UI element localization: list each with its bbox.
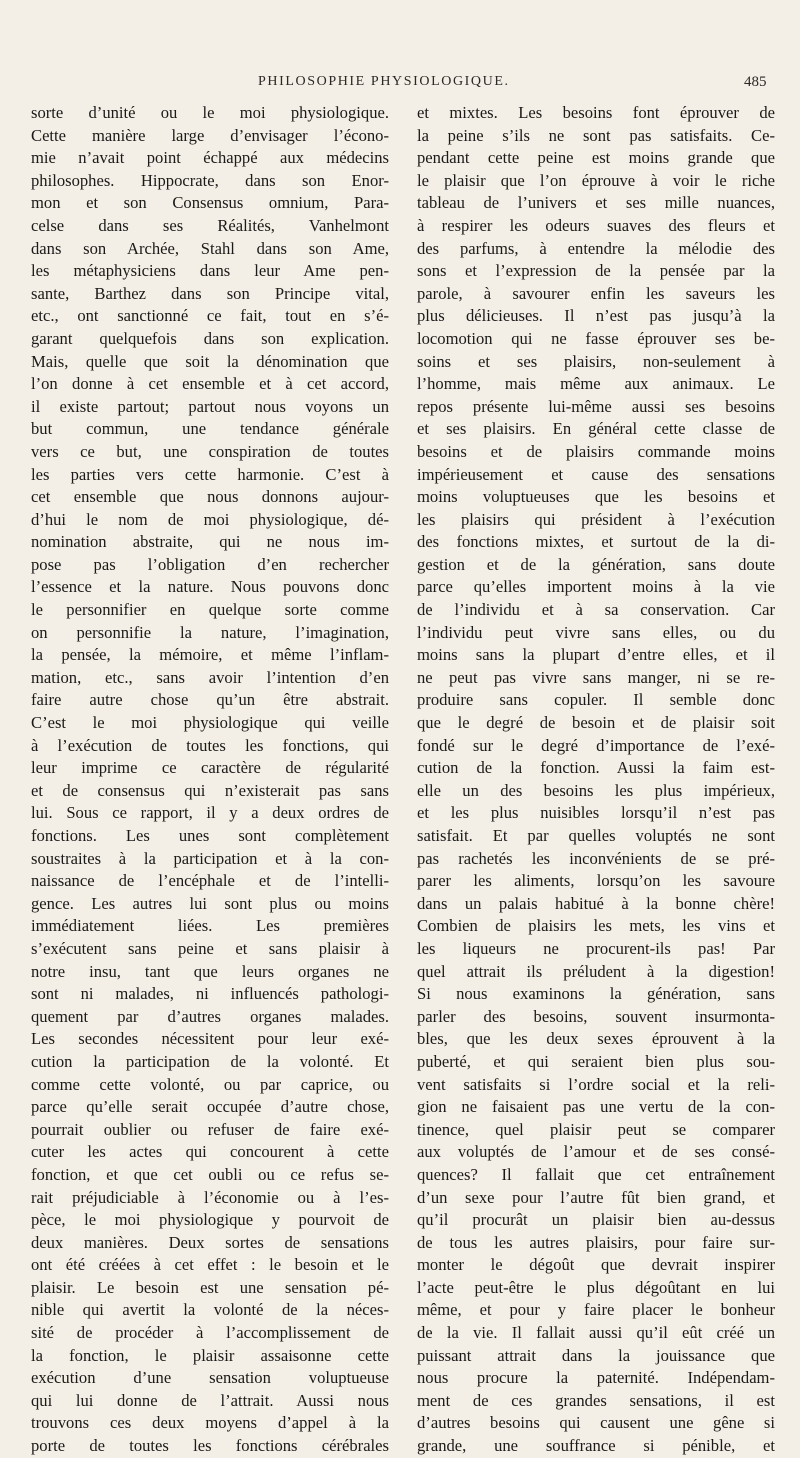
text-line: soins et ses plaisirs, non-seulement à xyxy=(417,351,775,371)
text-line: but commun, une tendance générale xyxy=(31,419,389,439)
text-line: parce qu’elles importent moins à la vie xyxy=(417,577,775,597)
text-line: parce qu’elle serait occupée d’autre chose, xyxy=(31,1097,389,1117)
text-line: et ses plaisirs. En général cette classe de xyxy=(417,419,775,439)
text-line: quences? Il fallait que cet entraînement xyxy=(417,1164,775,1184)
text-line: mie n’avait point échappé aux médecins xyxy=(31,148,389,168)
text-line: moins sans la plupart d’entre elles, et il xyxy=(417,645,775,665)
text-line: plus délicieuses. Il n’est pas jusqu’à la xyxy=(417,306,775,326)
text-line: Mais, quelle que soit la dénomination que xyxy=(31,351,389,371)
text-line: comme cette volonté, ou par caprice, ou xyxy=(31,1074,389,1094)
text-line: des fonctions mixtes, et surtout de la di- xyxy=(417,532,775,552)
text-line: gence. Les autres lui sont plus ou moins xyxy=(31,893,389,913)
text-line: notre insu, tant que leurs organes ne xyxy=(31,961,389,981)
text-line: vent satisfaits si l’ordre social et la reli- xyxy=(417,1074,775,1094)
text-line: celse dans ses Réalités, Vanhelmont xyxy=(31,215,389,235)
text-line: de l’individu et à sa conservation. Car xyxy=(417,600,775,620)
text-line: et de consensus qui n’existerait pas sans xyxy=(31,780,389,800)
text-line: sante, Barthez dans son Principe vital, xyxy=(31,283,389,303)
text-line: pèce, le moi physiologique y pourvoit de xyxy=(31,1210,389,1230)
text-line: exécution d’une sensation voluptueuse xyxy=(31,1368,389,1388)
text-line: produire sans copuler. Il semble donc xyxy=(417,690,775,710)
text-line: parler des besoins, souvent insurmonta- xyxy=(417,1006,775,1026)
text-line: Combien de plaisirs les mets, les vins et xyxy=(417,916,775,936)
text-line: la peine s’ils ne sont pas satisfaits. Ce- xyxy=(417,125,775,145)
text-line: sons et l’expression de la pensée par la xyxy=(417,261,775,281)
text-line: philosophes. Hippocrate, dans son Enor- xyxy=(31,170,389,190)
text-line: de tous les autres plaisirs, pour faire sur- xyxy=(417,1232,775,1252)
text-line: le plaisir que l’on éprouve à voir le riche xyxy=(417,170,775,190)
text-line: satisfait. Et par quelles voluptés ne sont xyxy=(417,826,775,845)
text-line: porte de toutes les fonctions cérébrales xyxy=(31,1436,389,1456)
text-line: on personnifie la nature, l’imagination, xyxy=(31,622,389,642)
text-line: dans un palais habitué à la bonne chère! xyxy=(417,893,775,913)
text-line: d’hui le nom de moi physiologique, dé- xyxy=(31,509,389,529)
text-line: faire autre chose qu’un être abstrait. xyxy=(31,690,389,710)
text-line: leur imprime ce caractère de régularité xyxy=(31,758,389,778)
text-line: etc., ont sanctionné ce fait, tout en s’é- xyxy=(31,306,389,326)
text-line: garant quelquefois dans son explication. xyxy=(31,328,389,348)
text-line: bles, que les deux sexes éprouvent à la xyxy=(417,1029,775,1049)
text-line: tinence, quel plaisir peut se comparer xyxy=(417,1119,775,1139)
text-line: Cette manière large d’envisager l’écono- xyxy=(31,125,389,145)
text-line: dans son Archée, Stahl dans son Ame, xyxy=(31,238,389,258)
text-line: Les secondes nécessitent pour leur exé- xyxy=(31,1029,389,1049)
text-line: ne peut pas vivre sans manger, ni se re- xyxy=(417,667,775,687)
text-line: pose pas l’obligation d’en rechercher xyxy=(31,554,389,574)
text-line: cution la participation de la volonté. Et xyxy=(31,1051,389,1071)
text-line: Si nous examinons la génération, sans xyxy=(417,984,775,1004)
text-line: pendant cette peine est moins grande que xyxy=(417,148,775,168)
text-line: l’essence et la nature. Nous pouvons donc xyxy=(31,577,389,597)
text-line: pas rachetés les inconvénients de se pré- xyxy=(417,848,775,868)
text-line: grande, une souffrance si pénible, et xyxy=(417,1436,775,1456)
text-line: sont ni malades, ni influencés pathologi- xyxy=(31,984,389,1004)
text-line: à respirer les odeurs suaves des fleurs et xyxy=(417,215,775,235)
text-line: les liqueurs ne procurent-ils pas! Par xyxy=(417,938,775,958)
text-line: nible qui avertit la volonté de la néces- xyxy=(31,1300,389,1320)
text-line: l’acte peut-être le plus dégoûtant en lui xyxy=(417,1277,775,1297)
page-number: 485 xyxy=(744,74,767,90)
text-line: ont été créées à cet effet : le besoin et le xyxy=(31,1255,389,1275)
text-line: nomination abstraite, qui ne nous im- xyxy=(31,532,389,552)
text-line: et mixtes. Les besoins font éprouver de xyxy=(417,103,775,122)
text-line: les plaisirs qui président à l’exécution xyxy=(417,509,775,529)
text-line: cet ensemble que nous donnons aujour- xyxy=(31,487,389,507)
text-line: les parties vers cette harmonie. C’est à xyxy=(31,464,389,484)
text-line: C’est le moi physiologique qui veille xyxy=(31,713,389,733)
text-line: elle un des besoins les plus impérieux, xyxy=(417,780,775,800)
text-line: monter le dégoût que devrait inspirer xyxy=(417,1255,775,1275)
text-line: lui. Sous ce rapport, il y a deux ordres de xyxy=(31,803,389,823)
text-line: l’homme, mais même aux animaux. Le xyxy=(417,374,775,394)
text-line: puissant attrait dans la jouissance que xyxy=(417,1345,775,1365)
page-header xyxy=(0,74,800,98)
text-line: rait préjudiciable à l’économie ou à l’es- xyxy=(31,1187,389,1207)
text-line: mation, etc., sans avoir l’intention d’en xyxy=(31,667,389,687)
text-column-left xyxy=(31,102,389,1458)
running-title: PHILOSOPHIE PHYSIOLOGIQUE. xyxy=(258,74,510,89)
text-line: les métaphysiciens dans leur Ame pen- xyxy=(31,261,389,281)
text-line: sorte d’unité ou le moi physiologique. xyxy=(31,103,389,122)
text-line: immédiatement liées. Les premières xyxy=(31,916,389,936)
text-line: la pensée, la mémoire, et même l’inflam- xyxy=(31,645,389,665)
text-line: soustraites à la participation et à la con- xyxy=(31,848,389,868)
text-line: cution de la fonction. Aussi la faim est- xyxy=(417,758,775,778)
text-line: la fonction, le plaisir assaisonne cette xyxy=(31,1345,389,1365)
text-line: s’exécutent sans peine et sans plaisir à xyxy=(31,938,389,958)
text-line: quel attrait ils préludent à la digestion! xyxy=(417,961,775,981)
text-line: locomotion qui ne fasse éprouver ses be- xyxy=(417,328,775,348)
text-line: plaisir. Le besoin est une sensation pé- xyxy=(31,1277,389,1297)
text-line: d’un sexe pour l’autre fût bien grand, et xyxy=(417,1187,775,1207)
text-line: sité de procéder à l’accomplissement de xyxy=(31,1323,389,1343)
text-line: impérieusement et cause des sensations xyxy=(417,464,775,484)
text-line: besoins et de plaisirs commande moins xyxy=(417,441,775,461)
text-line: puberté, et qui seraient bien plus sou- xyxy=(417,1051,775,1071)
text-line: pourrait oublier ou refuser de faire exé- xyxy=(31,1119,389,1139)
text-line: cuter les actes qui concourent à cette xyxy=(31,1142,389,1162)
text-line: ment de ces grandes sensations, il est xyxy=(417,1390,775,1410)
text-line: d’autres besoins qui causent une gêne si xyxy=(417,1413,775,1433)
text-line: mon et son Consensus omnium, Para- xyxy=(31,193,389,213)
text-line: qu’il procurât un plaisir bien au-dessus xyxy=(417,1210,775,1230)
text-line: repos présente lui-même aussi ses besoins xyxy=(417,396,775,416)
text-line: parer les aliments, lorsqu’on les savoure xyxy=(417,871,775,891)
text-line: même, et pour y faire placer le bonheur xyxy=(417,1300,775,1320)
text-line: il existe partout; partout nous voyons un xyxy=(31,396,389,416)
text-line: fondé sur le degré d’importance de l’exé- xyxy=(417,735,775,755)
text-line: qui lui donne de l’attrait. Aussi nous xyxy=(31,1390,389,1410)
text-line: et les plus nuisibles lorsqu’il n’est pas xyxy=(417,803,775,823)
text-line: à l’exécution de toutes les fonctions, qui xyxy=(31,735,389,755)
text-line: l’on donne à cet ensemble et à cet accord, xyxy=(31,374,389,394)
text-line: deux manières. Deux sortes de sensations xyxy=(31,1232,389,1252)
text-line: l’individu peut vivre sans elles, ou du xyxy=(417,622,775,642)
text-line: moins voluptueuses que les besoins et xyxy=(417,487,775,507)
text-line: de la vie. Il fallait aussi qu’il eût créé un xyxy=(417,1323,775,1343)
text-line: trouvons ces deux moyens d’appel à la xyxy=(31,1413,389,1433)
text-line: vers ce but, une conspiration de toutes xyxy=(31,441,389,461)
text-line: gion ne faisaient pas une vertu de la con- xyxy=(417,1097,775,1117)
text-line: fonction, et que cet oubli ou ce refus se- xyxy=(31,1164,389,1184)
text-line: le personnifier en quelque sorte comme xyxy=(31,600,389,620)
text-line: que le degré de besoin et de plaisir soit xyxy=(417,713,775,733)
text-line: des parfums, à entendre la mélodie des xyxy=(417,238,775,258)
text-line: nous procure la paternité. Indépendam- xyxy=(417,1368,775,1388)
text-line: fonctions. Les unes sont complètement xyxy=(31,826,389,845)
text-line: gestion et de la génération, sans doute xyxy=(417,554,775,574)
text-line: aux voluptés de l’amour et de ses consé- xyxy=(417,1142,775,1162)
text-column-right xyxy=(417,102,775,1458)
text-line: parole, à savourer enfin les saveurs les xyxy=(417,283,775,303)
text-line: naissance de l’encéphale et de l’intelli- xyxy=(31,871,389,891)
text-line: tableau de l’univers et ses mille nuances, xyxy=(417,193,775,213)
text-line: quement par d’autres organes malades. xyxy=(31,1006,389,1026)
